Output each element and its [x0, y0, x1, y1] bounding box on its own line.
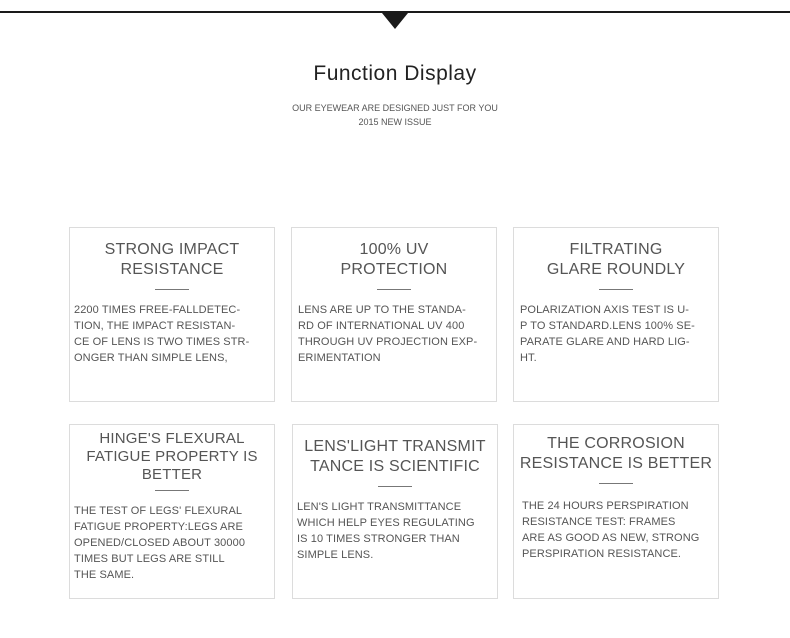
card-heading-line: BETTER [141, 466, 203, 483]
card-divider [378, 486, 412, 487]
card-text-line: OPENED/CLOSED ABOUT 30000 [74, 537, 246, 549]
card-heading-line: THE CORROSION [547, 435, 685, 452]
card-heading-line: FILTRATING [569, 241, 663, 258]
card-text-line: TION, THE IMPACT RESISTAN- [74, 320, 236, 332]
card-heading-line: LENS'LIGHT TRANSMIT [304, 438, 486, 455]
card-text-line: THE TEST OF LEGS' FLEXURAL [74, 505, 243, 517]
card-text-line: ONGER THAN SIMPLE LENS, [74, 352, 228, 364]
card-text-line: FATIGUE PROPERTY:LEGS ARE [74, 521, 243, 533]
feature-card-hinge-fatigue [69, 424, 275, 599]
card-heading [70, 240, 274, 280]
card-heading-line: PROTECTION [340, 261, 448, 278]
card-heading-line: GLARE ROUNDLY [546, 261, 686, 278]
card-heading-line: HINGE'S FLEXURAL [99, 430, 245, 447]
card-text-line: CE OF LENS IS TWO TIMES STR- [74, 336, 250, 348]
card-heading [514, 240, 718, 280]
feature-card-impact-resistance [69, 227, 275, 402]
card-text [514, 498, 718, 562]
card-heading-line: RESISTANCE [120, 261, 224, 278]
card-heading [292, 240, 496, 280]
card-text [70, 302, 274, 366]
card-text-line: LENS ARE UP TO THE STANDA- [298, 304, 466, 316]
card-text-line: POLARIZATION AXIS TEST IS U- [520, 304, 690, 316]
card-text [292, 302, 496, 366]
card-divider [599, 289, 633, 290]
card-heading-line: FATIGUE PROPERTY IS [86, 448, 258, 465]
card-text-line: THE SAME. [74, 569, 135, 581]
card-text [293, 499, 497, 563]
card-text [70, 503, 274, 583]
card-text [514, 302, 718, 366]
card-heading [70, 430, 274, 484]
card-text-line: IS 10 TIMES STRONGER THAN [297, 533, 460, 545]
card-heading-line: 100% UV [359, 241, 429, 258]
card-divider [377, 289, 411, 290]
card-text-line: THE 24 HOURS PERSPIRATION [522, 500, 689, 512]
feature-card-light-transmittance [292, 424, 498, 599]
card-text-line: P TO STANDARD.LENS 100% SE- [520, 320, 695, 332]
card-text-line: RD OF INTERNATIONAL UV 400 [298, 320, 465, 332]
card-text-line: HT. [520, 352, 537, 364]
subtitle-line: OUR EYEWEAR ARE DESIGNED JUST FOR YOU [292, 103, 498, 113]
card-text-line: RESISTANCE TEST: FRAMES [522, 516, 676, 528]
card-heading-line: RESISTANCE IS BETTER [519, 455, 713, 472]
card-divider [155, 289, 189, 290]
down-arrow-icon [382, 13, 408, 29]
card-text-line: PERSPIRATION RESISTANCE. [522, 548, 682, 560]
card-text-line: TIMES BUT LEGS ARE STILL [74, 553, 225, 565]
feature-card-glare-filtering [513, 227, 719, 402]
card-heading-line: TANCE IS SCIENTIFIC [310, 458, 480, 475]
card-heading-line: STRONG IMPACT [104, 241, 240, 258]
feature-card-uv-protection [291, 227, 497, 402]
card-text-line: ERIMENTATION [298, 352, 381, 364]
card-divider [155, 490, 189, 491]
card-text-line: 2200 TIMES FREE-FALLDETEC- [74, 304, 241, 316]
card-text-line: PARATE GLARE AND HARD LIG- [520, 336, 690, 348]
page-subtitle [0, 101, 790, 129]
card-text-line: SIMPLE LENS. [297, 549, 374, 561]
card-divider [599, 483, 633, 484]
feature-card-corrosion-resistance [513, 424, 719, 599]
card-text-line: LEN'S LIGHT TRANSMITTANCE [297, 501, 462, 513]
card-text-line: THROUGH UV PROJECTION EXP- [298, 336, 478, 348]
card-text-line: ARE AS GOOD AS NEW, STRONG [522, 532, 700, 544]
page-title: Function Display [313, 62, 477, 85]
card-heading [514, 434, 718, 474]
card-heading [293, 437, 497, 477]
subtitle-line: 2015 NEW ISSUE [358, 117, 432, 127]
card-text-line: WHICH HELP EYES REGULATING [297, 517, 475, 529]
